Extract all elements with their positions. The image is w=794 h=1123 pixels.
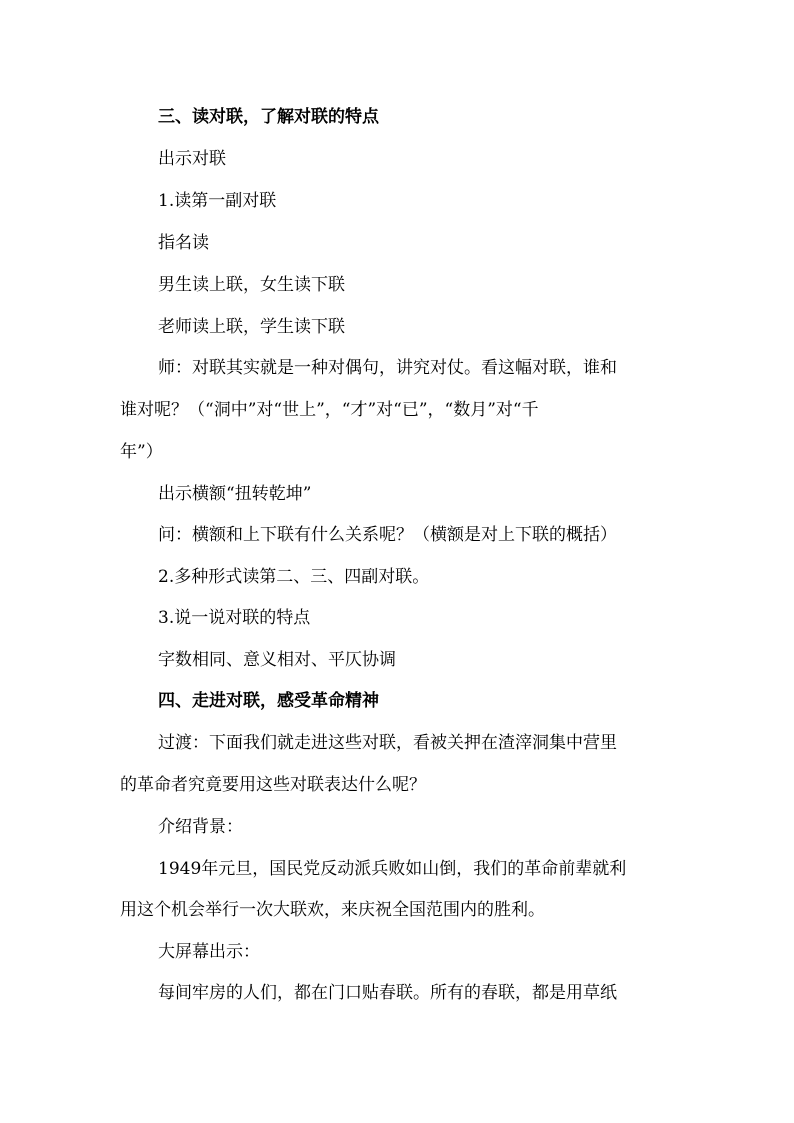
- paragraph-line: 老师读上联，学生读下联: [158, 317, 345, 337]
- section-3-heading: 三、读对联，了解对联的特点: [158, 107, 379, 127]
- paragraph-line: 1949年元旦，国民党反动派兵败如山倒，我们的革命前辈就利: [158, 859, 627, 879]
- paragraph-line: 字数相同、意义相对、平仄协调: [158, 650, 396, 670]
- paragraph-line: 1.读第一副对联: [158, 191, 277, 211]
- paragraph-line: 大屏幕出示：: [158, 942, 260, 962]
- paragraph-line: 介绍背景：: [158, 817, 243, 837]
- paragraph-line: 的革命者究竟要用这些对联表达什么呢？: [120, 775, 426, 795]
- paragraph-line: 年”）: [120, 442, 163, 462]
- section-4-heading: 四、走进对联，感受革命精神: [158, 691, 379, 711]
- paragraph-line: 指名读: [158, 233, 209, 253]
- paragraph-line: 用这个机会举行一次大联欢，来庆祝全国范围内的胜利。: [120, 900, 545, 920]
- paragraph-line: 3.说一说对联的特点: [158, 608, 311, 628]
- paragraph-line: 师：对联其实就是一种对偶句，讲究对仗。看这幅对联，谁和: [158, 358, 617, 378]
- paragraph-line: 出示横额“扭转乾坤”: [158, 484, 312, 504]
- paragraph-line: 谁对呢？（“洞中”对“世上”，“才”对“已”，“数月”对“千: [120, 400, 539, 420]
- paragraph-line: 过渡：下面我们就走进这些对联，看被关押在渣滓洞集中营里: [158, 733, 617, 753]
- paragraph-line: 出示对联: [158, 149, 226, 169]
- paragraph-line: 2.多种形式读第二、三、四副对联。: [158, 567, 430, 587]
- paragraph-line: 男生读上联，女生读下联: [158, 275, 345, 295]
- paragraph-line: 问：横额和上下联有什么关系呢？（横额是对上下联的概括）: [158, 525, 617, 545]
- paragraph-line: 每间牢房的人们，都在门口贴春联。所有的春联，都是用草纸: [158, 983, 617, 1003]
